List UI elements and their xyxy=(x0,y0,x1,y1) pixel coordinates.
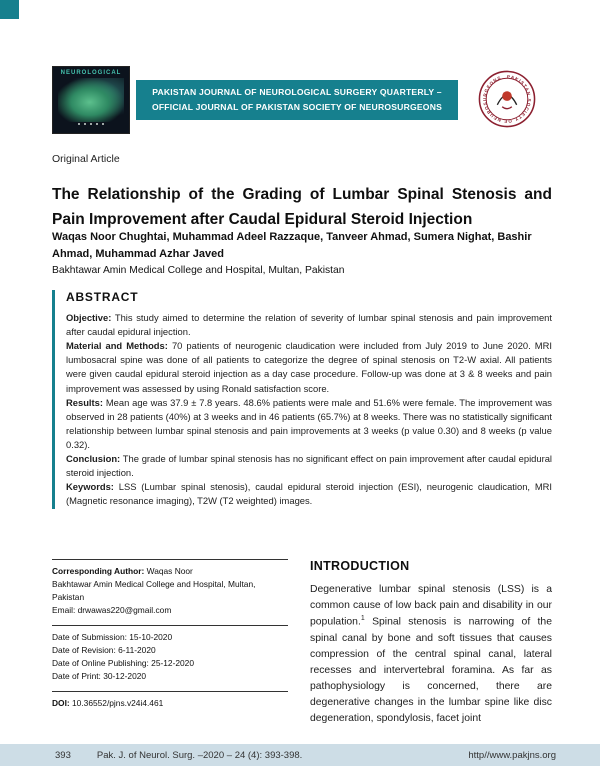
dates-block xyxy=(52,625,288,691)
article-title: The Relationship of the Grading of Lumbar Spinal Stenosis and Pain Improvement after Caudal Epidural Steroid Injection xyxy=(52,186,552,229)
email-address: drwawas220@gmail.com xyxy=(75,605,172,616)
citation-ref-1: 1 xyxy=(360,615,365,623)
date-of-online-publishing: Date of Online Publishing: 25-12-2020 xyxy=(52,658,195,669)
doi-block xyxy=(52,691,288,718)
page-number: 393 xyxy=(55,749,71,761)
abstract-objective-label: Objective: xyxy=(66,312,112,323)
corresponding-author-label: Corresponding Author: xyxy=(52,566,145,576)
abstract-objective-text: This study aimed to determine the relation of severity of lumbar spinal stenosis and pain improvement after caudal epidural injection. xyxy=(66,312,552,338)
corresponding-author-email-line xyxy=(52,604,288,617)
email-label: Email: xyxy=(52,605,76,616)
date-of-revision: Date of Revision: 6-11-2020 xyxy=(52,645,156,656)
date-of-submission: Date of Submission: 15-10-2020 xyxy=(52,632,173,643)
author-list: Waqas Noor Chughtai, Muhammad Adeel Razzaque, Tanveer Ahmad, Sumera Nighat, Bashir Ahmad, Muhammad Azhar Javed xyxy=(52,231,532,260)
seal-ring-text: PAKISTAN SOCIETY OF NEUROSURGEONS xyxy=(482,74,532,124)
cover-title: NEUROLOGICAL xyxy=(60,70,122,76)
abstract-methods xyxy=(66,339,552,395)
banner-line-2: OFFICIAL JOURNAL OF PAKISTAN SOCIETY OF NEUROSURGEONS xyxy=(151,102,443,113)
footer-bar xyxy=(0,744,600,766)
introduction-text-continued: Spinal stenosis is narrowing of the spinal canal by bone and soft tissues that causes compression of the central spinal canal, lateral recesses and intervertebral foramina. As far as pathophysiology is concerned, there are degenerative changes in the lumbar spine like disc degeneration, spondylosis, facet joint xyxy=(310,616,552,725)
abstract-objective xyxy=(66,311,552,339)
doi-label: DOI: xyxy=(52,698,70,709)
abstract-conclusion xyxy=(66,452,552,480)
abstract-conclusion-label: Conclusion: xyxy=(66,453,121,465)
abstract-methods-text: 70 patients of neurogenic claudication were included from July 2019 to June 2020. MRI lumbosacral spine was done of all patients to categorize the degree of spinal stenosis on T2-W axial. All patients were given caudal epidural steroid injection as a day case procedure. Follow-up was done at 3 & 8 weeks and pain improvement was assessed by using Ronald satisfaction score. xyxy=(66,340,552,394)
abstract-methods-label: Material and Methods: xyxy=(66,340,168,352)
abstract-keywords-text: LSS (Lumbar spinal stenosis), caudal epidural steroid injection (ESI), neurogenic claudication, MRI (Magnetic resonance imaging), T2W (T2 weighted) images. xyxy=(66,481,553,507)
society-seal-logo xyxy=(478,70,536,128)
journal-title-banner xyxy=(136,80,458,120)
abstract-keywords xyxy=(66,480,552,508)
abstract-results-text: Mean age was 37.9 ± 7.8 years. 48.6% patients were male and 51.6% were female. The improvement was observed in 28 patients (40%) at 3 weeks and in 46 patients (65.7%) at 8 weeks. There was no statistically significant relationship between lumbar spinal stenosis and pain improvements at 3 weeks (p value 0.30) and 8 weeks (p value 0.32). xyxy=(66,396,552,450)
affiliation: Bakhtawar Amin Medical College and Hospital, Multan, Pakistan xyxy=(52,265,345,276)
two-column-body xyxy=(52,559,552,728)
society-seal-icon xyxy=(478,70,536,128)
footer-journal-url[interactable]: http//www.pakjns.org xyxy=(468,749,556,761)
footer-citation: Pak. J. of Neurol. Surg. –2020 – 24 (4): 393-398. xyxy=(96,749,303,761)
corresponding-author-block xyxy=(52,559,288,625)
corner-accent xyxy=(0,0,19,19)
corresponding-author-name: Waqas Noor xyxy=(144,566,193,576)
article-meta-column xyxy=(52,559,288,728)
date-of-print: Date of Print: 30-12-2020 xyxy=(52,671,147,682)
introduction-paragraph xyxy=(310,582,552,728)
doi-value: 10.36552/pjns.v24i4.461 xyxy=(69,698,164,709)
journal-header xyxy=(52,66,556,134)
byline xyxy=(52,229,552,276)
abstract-conclusion-text: The grade of lumbar spinal stenosis has no significant effect on pain improvement after caudal epidural steroid injection. xyxy=(66,453,552,479)
abstract-heading: ABSTRACT xyxy=(66,290,139,304)
doi-line xyxy=(52,697,288,710)
abstract-keywords-label: Keywords: xyxy=(66,481,114,493)
corresponding-author-address: Bakhtawar Amin Medical College and Hospital, Multan, Pakistan xyxy=(52,579,256,603)
introduction-heading: INTRODUCTION xyxy=(310,559,410,573)
abstract-section xyxy=(52,290,552,509)
abstract-results-label: Results: xyxy=(66,396,103,408)
article-category: Original Article xyxy=(52,153,120,165)
cover-dots xyxy=(52,112,130,130)
abstract-results xyxy=(66,396,552,452)
introduction-text: Degenerative lumbar spinal stenosis (LSS) is a common cause of low back pain and disability in our population. xyxy=(310,584,552,628)
banner-line-1: PAKISTAN JOURNAL OF NEUROLOGICAL SURGERY QUARTERLY – xyxy=(152,87,442,97)
corresponding-author-line xyxy=(52,565,288,578)
journal-cover-thumbnail xyxy=(52,66,130,134)
introduction-column xyxy=(310,559,552,728)
